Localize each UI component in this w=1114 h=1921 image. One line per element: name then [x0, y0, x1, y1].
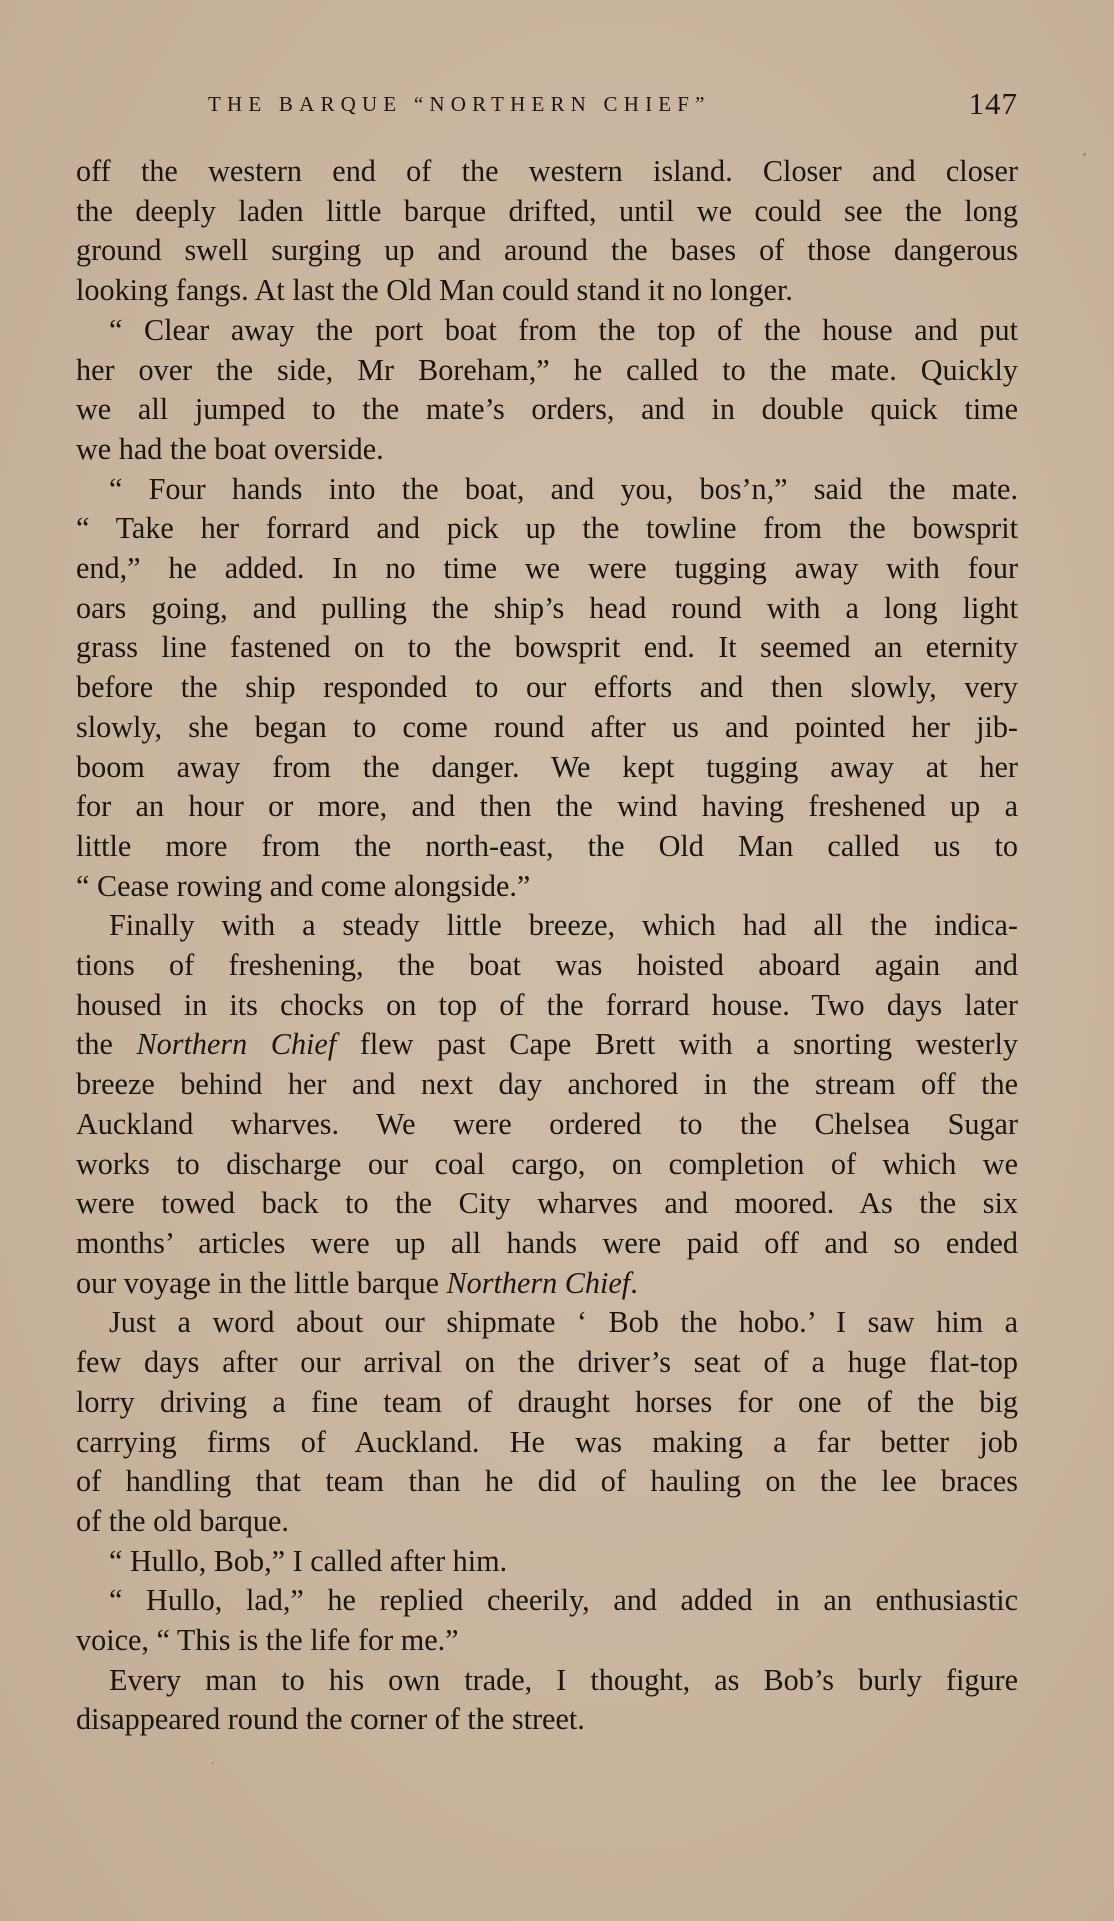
text-fragment: flew past Cape Brett with a snorting westerly	[336, 1027, 1019, 1062]
paragraph-5	[76, 1303, 1018, 1541]
text-line: off the western end of the western island. Closer and closer	[76, 154, 1018, 188]
text-line: months’ articles were up all hands were paid off and so ended	[76, 1225, 1018, 1260]
paragraph-8	[76, 1661, 1018, 1740]
text-line: “ Four hands into the boat, and you, bos’n,” said the mate.	[109, 471, 1018, 506]
text-line: “ Cease rowing and come alongside.”	[76, 868, 531, 903]
paper-speck	[212, 1762, 214, 1764]
paragraph-3	[76, 470, 1018, 907]
text-line: breeze behind her and next day anchored in the stream off the	[76, 1067, 1018, 1102]
text-line: for an hour or more, and then the wind having freshened up a	[76, 789, 1018, 824]
text-line	[76, 1025, 1018, 1065]
text-line: we had the boat overside.	[76, 431, 384, 466]
paragraph-1	[76, 152, 1018, 311]
body-text	[76, 152, 1018, 1740]
text-line: carrying firms of Auckland. He was making a far better job	[76, 1424, 1018, 1459]
text-line: “ Take her forrard and pick up the towline from the bowsprit	[76, 511, 1018, 546]
text-line: works to discharge our coal cargo, on completion of which we	[76, 1146, 1018, 1181]
text-line: of handling that team than he did of hauling on the lee braces	[76, 1464, 1018, 1499]
text-line: oars going, and pulling the ship’s head round with a long light	[76, 590, 1018, 625]
text-line: Just a word about our shipmate ‘ Bob the hobo.’ I saw him a	[109, 1305, 1018, 1340]
text-line: voice, “ This is the life for me.”	[76, 1623, 459, 1658]
text-line: we all jumped to the mate’s orders, and in double quick time	[76, 392, 1018, 427]
running-head	[76, 84, 1018, 124]
text-line: boom away from the danger. We kept tugging away at her	[76, 749, 1018, 784]
text-fragment: the	[76, 1027, 137, 1062]
text-line: before the ship responded to our efforts and then slowly, very	[76, 670, 1018, 705]
text-line	[76, 1264, 1018, 1304]
paragraph-7	[76, 1581, 1018, 1660]
paragraph-6	[76, 1542, 1018, 1582]
ship-name: Northern Chief	[136, 1027, 337, 1062]
text-line: tions of freshening, the boat was hoisted aboard again and	[76, 948, 1018, 983]
text-line: the deeply laden little barque drifted, until we could see the long	[76, 193, 1018, 228]
text-line: disappeared round the corner of the street.	[76, 1702, 585, 1737]
text-line: looking fangs. At last the Old Man could stand it no longer.	[76, 273, 793, 308]
text-line: little more from the north-east, the Old Man called us to	[76, 828, 1018, 863]
text-line: were towed back to the City wharves and moored. As the six	[76, 1186, 1018, 1221]
text-line: her over the side, Mr Boreham,” he called to the mate. Quickly	[76, 352, 1018, 387]
paper-speck	[1083, 153, 1086, 156]
text-fragment: .	[630, 1265, 638, 1300]
text-fragment: our voyage in the little barque	[76, 1265, 447, 1300]
text-line: few days after our arrival on the driver’s seat of a huge flat-top	[76, 1345, 1018, 1380]
ship-name: Northern Chief	[446, 1265, 631, 1300]
text-line: grass line fastened on to the bowsprit end. It seemed an eternity	[76, 630, 1018, 665]
text-line: of the old barque.	[76, 1503, 289, 1538]
text-line: end,” he added. In no time we were tugging away with four	[76, 551, 1018, 586]
running-title: THE BARQUE “NORTHERN CHIEF”	[208, 92, 711, 116]
text-line: housed in its chocks on top of the forrard house. Two days later	[76, 987, 1018, 1022]
text-line: Auckland wharves. We were ordered to the Chelsea Sugar	[76, 1106, 1018, 1141]
text-line: slowly, she began to come round after us and pointed her jib-	[76, 709, 1018, 744]
text-line: Finally with a steady little breeze, which had all the indica-	[109, 908, 1018, 943]
text-line: “ Hullo, Bob,” I called after him.	[109, 1543, 508, 1578]
text-line: ground swell surging up and around the bases of those dangerous	[76, 233, 1018, 268]
paragraph-2	[76, 311, 1018, 470]
paragraph-4	[76, 906, 1018, 1303]
text-line: Every man to his own trade, I thought, as Bob’s burly figure	[109, 1662, 1018, 1697]
page-number: 147	[968, 86, 1018, 121]
text-line: “ Hullo, lad,” he replied cheerily, and added in an enthusiastic	[109, 1583, 1018, 1618]
text-line: “ Clear away the port boat from the top of the house and put	[109, 312, 1018, 347]
text-line: lorry driving a fine team of draught horses for one of the big	[76, 1384, 1018, 1419]
